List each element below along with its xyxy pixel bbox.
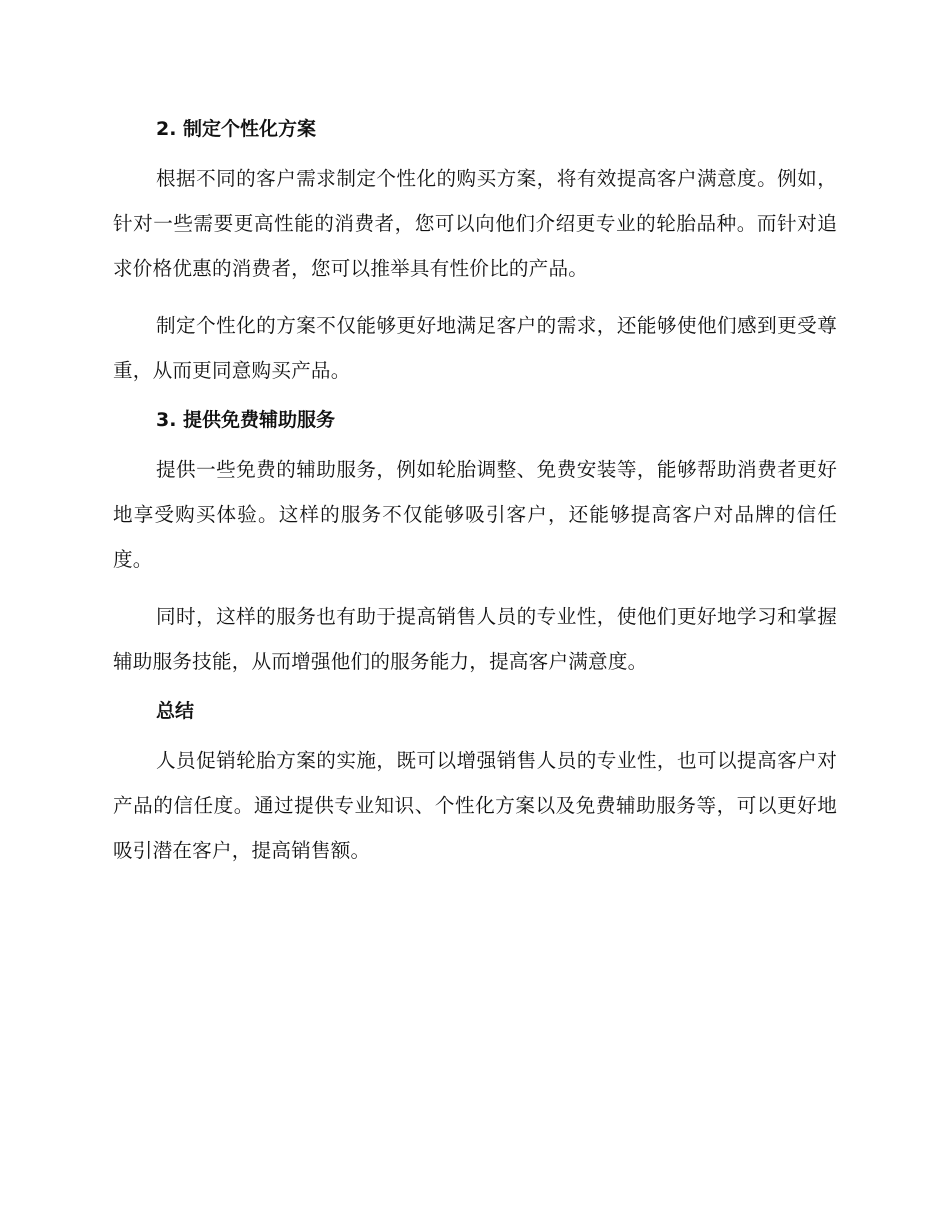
section-heading-free-services: 3. 提供免费辅助服务 [156, 409, 336, 431]
paragraph: 根据不同的客户需求制定个性化的购买方案，将有效提高客户满意度。例如，针对一些需要更高性能的消费者，您可以向他们介绍更专业的轮胎品种。而针对追求价格优惠的消费者，您可以推举具有性价比的产品。 [113, 167, 837, 280]
document-page [113, 114, 837, 873]
paragraph: 提供一些免费的辅助服务，例如轮胎调整、免费安装等，能够帮助消费者更好地享受购买体验。这样的服务不仅能够吸引客户，还能够提高客户对品牌的信任度。 [113, 458, 837, 571]
paragraph: 人员促销轮胎方案的实施，既可以增强销售人员的专业性，也可以提高客户对产品的信任度。通过提供专业知识、个性化方案以及免费辅助服务等，可以更好地吸引潜在客户，提高销售额。 [113, 749, 837, 862]
paragraph: 同时，这样的服务也有助于提高销售人员的专业性，使他们更好地学习和掌握辅助服务技能，从而增强他们的服务能力，提高客户满意度。 [113, 605, 837, 673]
section-heading-summary: 总结 [156, 700, 195, 722]
paragraph: 制定个性化的方案不仅能够更好地满足客户的需求，还能够使他们感到更受尊重，从而更同意购买产品。 [113, 314, 837, 382]
section-heading-personalized-plan: 2. 制定个性化方案 [156, 118, 317, 140]
